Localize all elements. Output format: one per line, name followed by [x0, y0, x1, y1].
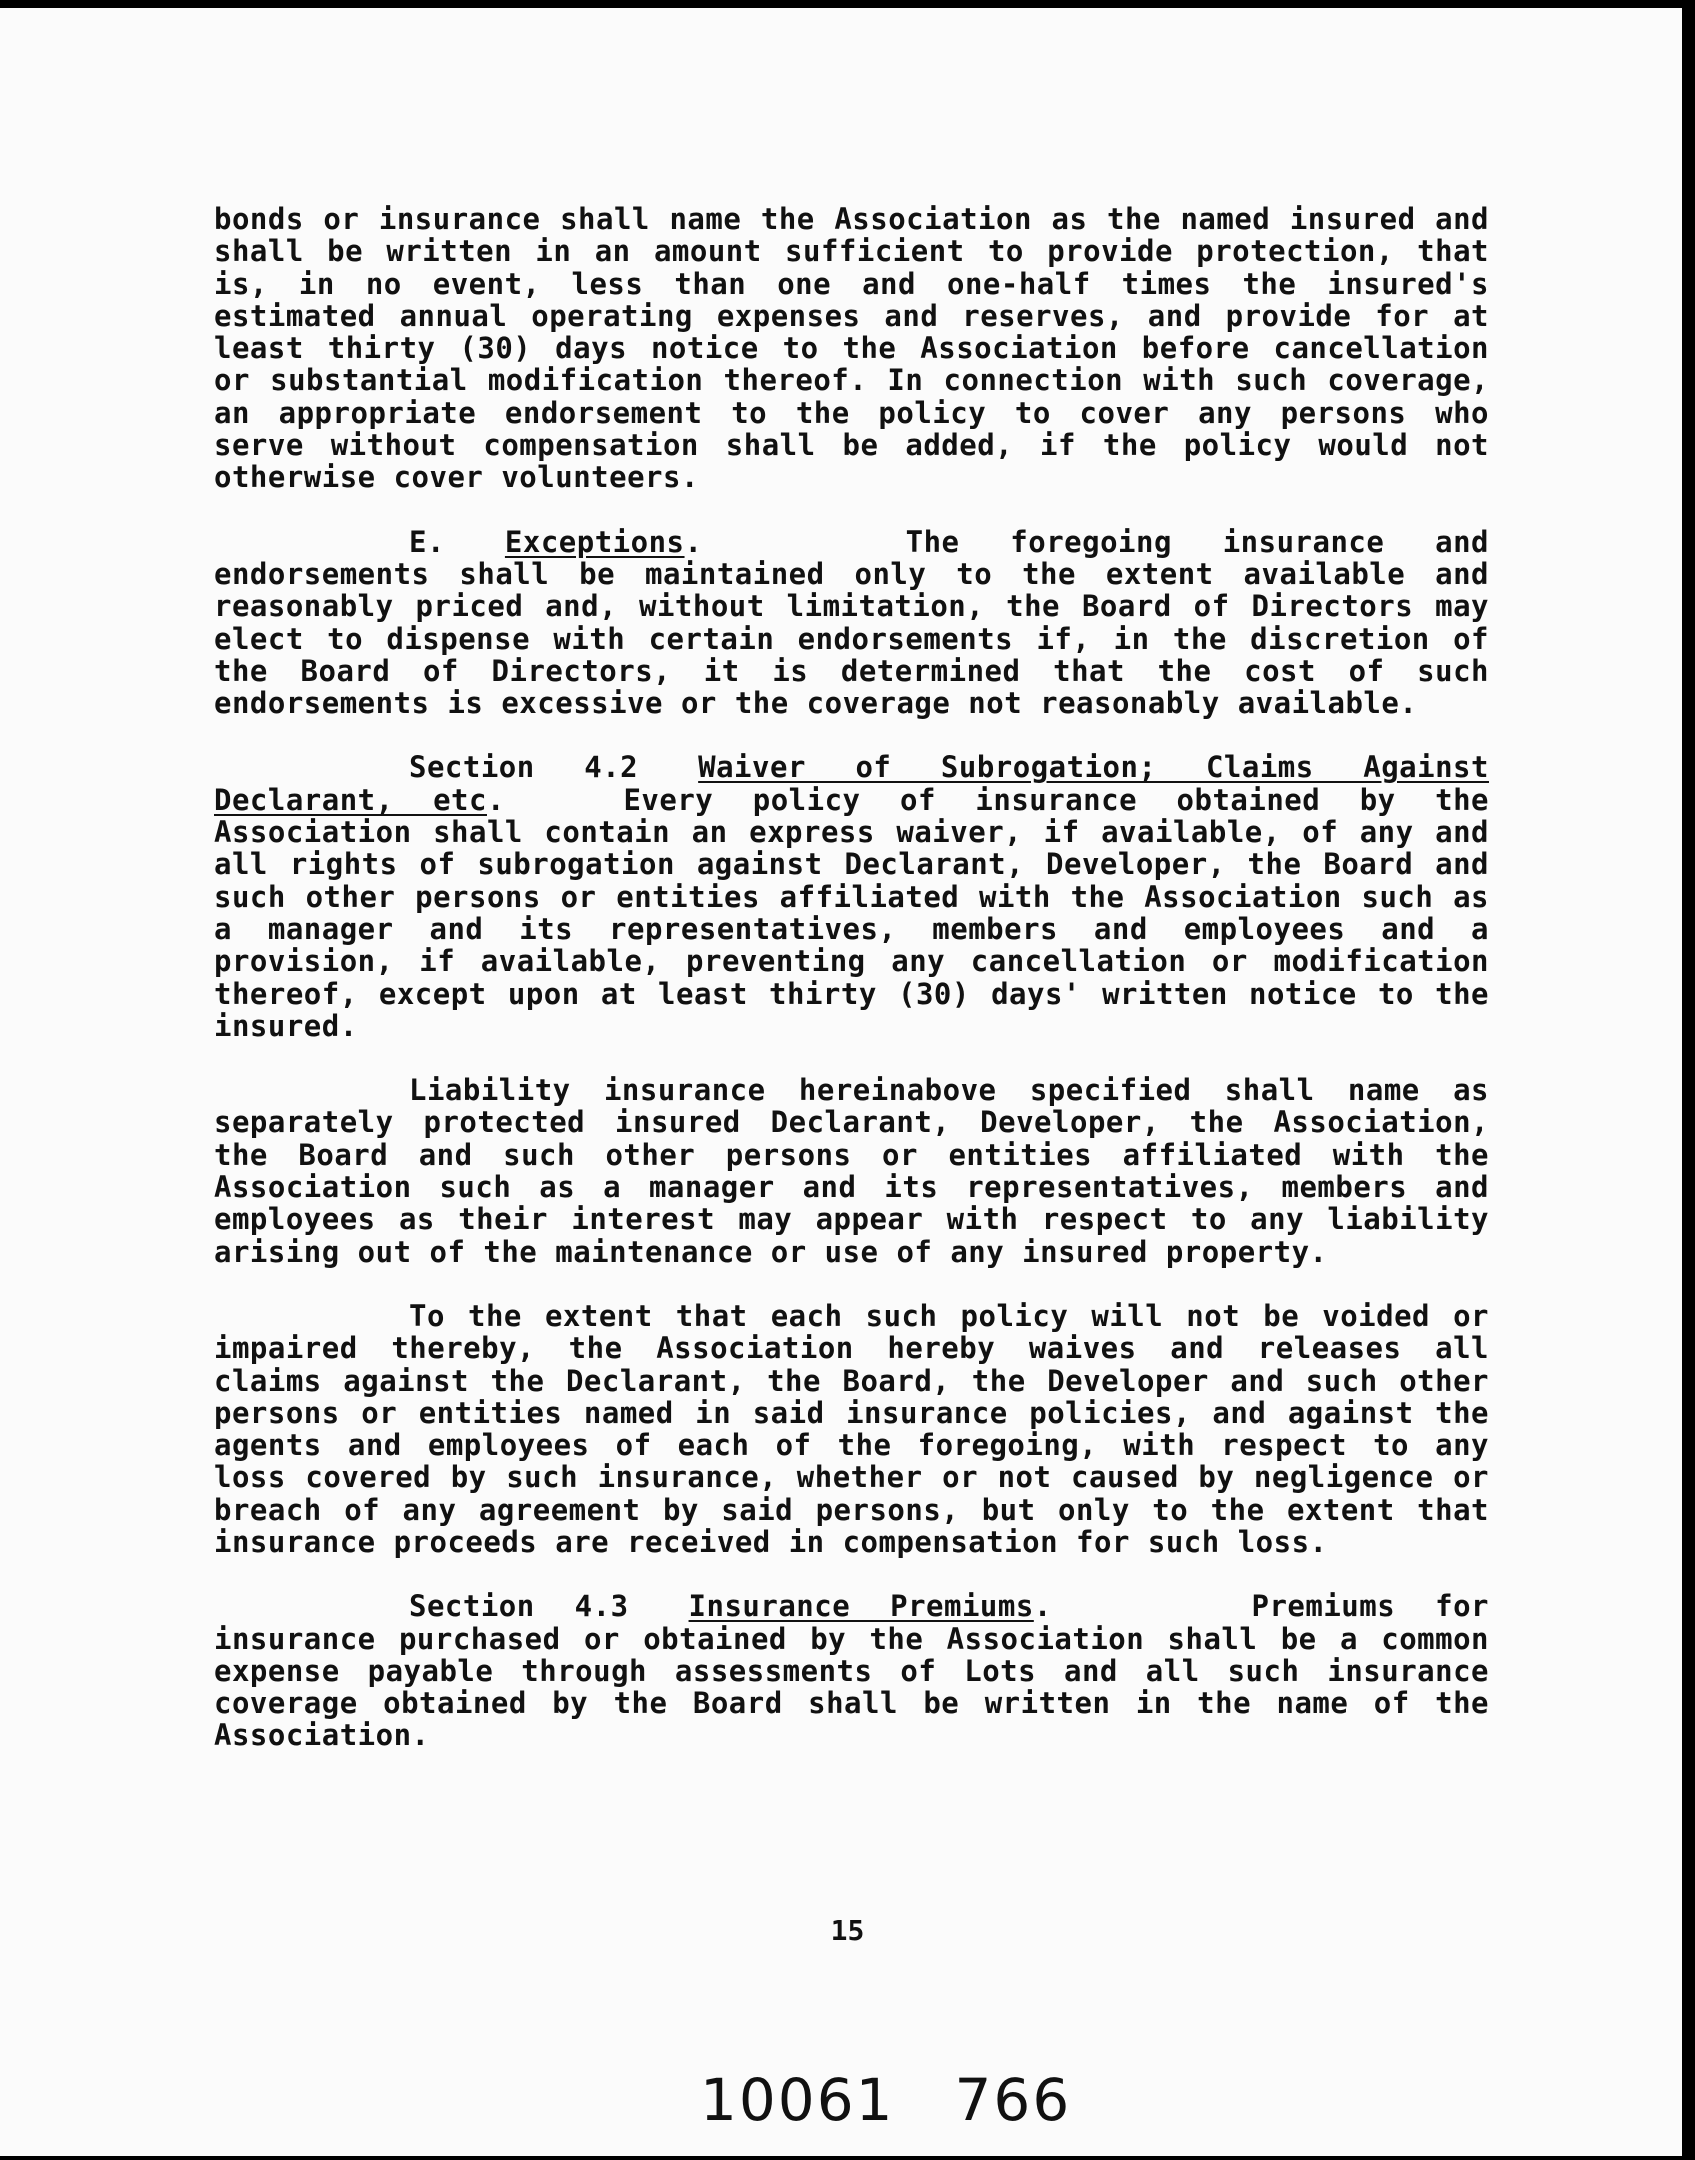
paragraph-liability: Liability insurance hereinabove specified shall name as separately protected insured Declarant, Developer, the Association, the Board and such other persons or entities affiliated with the Association such as a manager and its representatives, members and employees as their interest may appear with respect to any liability arising out of the maintenance or use of any insured property.	[214, 1073, 1489, 1269]
section-4-2-heading: Waiver of Subrogation; Claims Against Declarant, etc	[214, 750, 1489, 817]
document-page	[0, 8, 1682, 2156]
exceptions-body: The foregoing insurance and endorsements shall be maintained only to the extent available and reasonably priced and, without limitation, the Board of Directors may elect to dispense with certain endorsements if, in the discretion of the Board of Directors, it is determined that the cost of such endorsements is excessive or the coverage not reasonably available.	[214, 524, 1489, 721]
paragraph-exceptions: E. Exceptions. The foregoing insurance and endorsements shall be maintained only to the extent available and reasonably priced and, without limitation, the Board of Directors may elect to dispense with certain endorsements if, in the discretion of the Board of Directors, it is determined that the cost of such endorsements is excessive or the coverage not reasonably available.	[214, 524, 1489, 721]
section-4-3-body: Premiums for insurance purchased or obtained by the Association shall be a common expense payable through assessments of Lots and all such insurance coverage obtained by the Board shall be written in the name of the Association.	[214, 1589, 1489, 1753]
paragraph-waiver-release: To the extent that each such policy will not be voided or impaired thereby, the Association hereby waives and releases all claims against the Declarant, the Board, the Developer and such other persons or entities named in said insurance policies, and against the agents and employees of each of the foregoing, with respect to any loss covered by such insurance, whether or not caused by negligence or breach of any agreement by said persons, but only to the extent that insurance proceeds are received in compensation for such loss.	[214, 1298, 1489, 1559]
section-4-3-heading: Insurance Premiums	[688, 1589, 1034, 1624]
exceptions-label: E.	[409, 524, 445, 559]
section-4-2-number: Section 4.2	[409, 750, 639, 785]
stamp-book-number: 10061	[700, 2066, 895, 2134]
section-4-3-number: Section 4.3	[409, 1589, 629, 1624]
stamp-page-number: 766	[954, 2066, 1072, 2134]
exceptions-heading: Exceptions	[504, 524, 685, 559]
section-4-2-body: Every policy of insurance obtained by the Association shall contain an express waiver, if available, of any and all rights of subrogation against Declarant, Developer, the Board and such other persons or entities affiliated with the Association such as a manager and its representatives, members and employees and a provision, if available, preventing any cancellation or modification thereof, except upon at least thirty (30) days' written notice to the insured.	[214, 782, 1490, 1043]
paragraph-bonds: bonds or insurance shall name the Association as the named insured and shall be written in an amount sufficient to provide protection, that is, in no event, less than one and one-half times the insured's estimated annual operating expenses and reserves, and provide for at least thirty (30) days notice to the Association before cancellation or substantial modification thereof. In connection with such coverage, an appropriate endorsement to the policy to cover any persons who serve without compensation shall be added, if the policy would not otherwise cover volunteers.	[214, 202, 1489, 495]
body-text	[214, 203, 1489, 1784]
record-stamp	[700, 2066, 1131, 2134]
paragraph-section-4-2: Section 4.2 Waiver of Subrogation; Claims Against Declarant, etc. Every policy of insurance obtained by the Association shall contain an express waiver, if available, of any and all rights of subrogation against Declarant, Developer, the Board and such other persons or entities affiliated with the Association such as a manager and its representatives, members and employees and a provision, if available, preventing any cancellation or modification thereof, except upon at least thirty (30) days' written notice to the insured.	[214, 750, 1490, 1043]
page-number: 15	[830, 1914, 865, 1947]
paragraph-section-4-3: Section 4.3 Insurance Premiums. Premiums for insurance purchased or obtained by the Association shall be a common expense payable through assessments of Lots and all such insurance coverage obtained by the Board shall be written in the name of the Association.	[214, 1589, 1489, 1753]
